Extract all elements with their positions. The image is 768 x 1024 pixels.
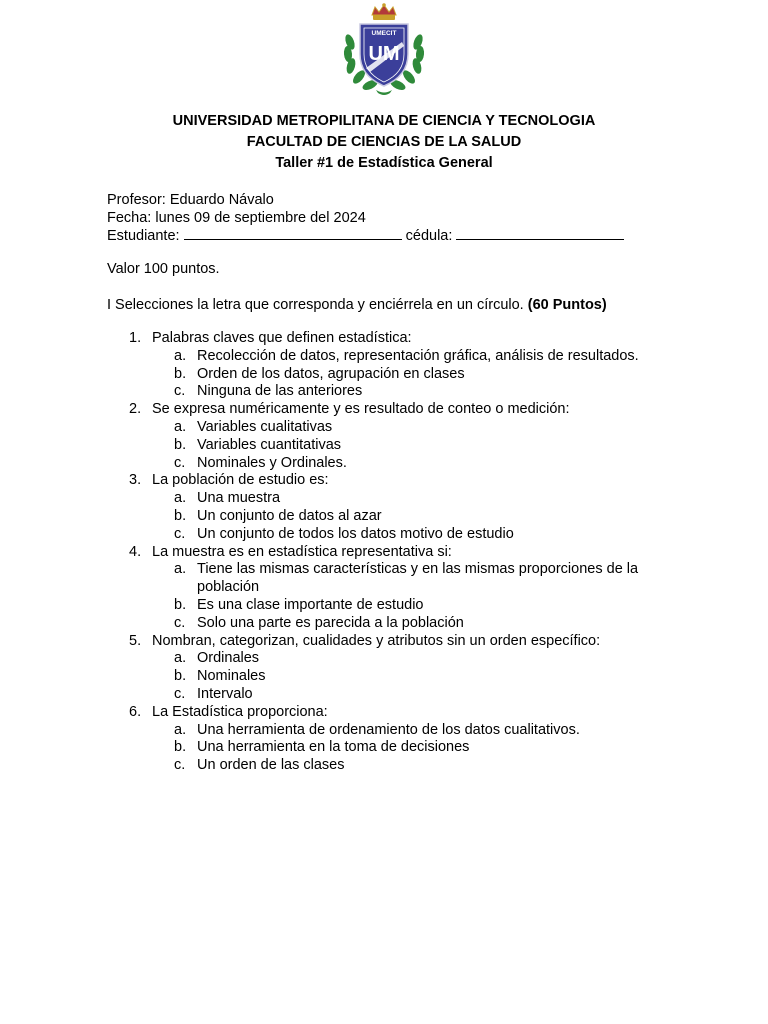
answer-option[interactable] [107,561,687,597]
university-name: UNIVERSIDAD METROPILITANA DE CIENCIA Y TECNOLOGIA [172,113,596,129]
question-item [107,330,687,401]
option-text: Intervalo [197,685,253,702]
option-text: Una herramienta de ordenamiento de los datos cualitativos. [197,721,580,738]
option-text: Un orden de las clases [197,757,345,774]
question-number: 2. [129,401,142,418]
question-text: Nombran, categorizan, cualidades y atributos sin un orden específico: [152,632,601,649]
question-item [107,633,687,704]
option-letter: b. [174,596,187,613]
answer-option[interactable] [107,668,687,686]
document-header [0,111,768,174]
question-number: 1. [129,330,142,346]
answer-option[interactable] [107,366,687,384]
university-logo [340,2,428,96]
total-points: Valor 100 puntos. [107,261,220,277]
instruction-points: (60 Puntos) [527,297,607,313]
student-info [107,191,624,245]
logo-text-top: UMECIT [371,30,397,37]
answer-option[interactable] [107,348,687,366]
professor-line: Profesor: Eduardo Návalo [107,192,274,208]
student-name-blank[interactable] [184,227,402,240]
answer-option[interactable] [107,615,687,633]
option-letter: b. [174,365,187,382]
answer-option[interactable] [107,686,687,704]
option-text: Recolección de datos, representación gráfica, análisis de resultados. [197,347,639,364]
option-text: Orden de los datos, agrupación en clases [197,365,465,382]
answer-option[interactable] [107,722,687,740]
id-label: cédula: [405,228,453,244]
answer-option[interactable] [107,383,687,401]
student-line [107,227,624,245]
answer-option[interactable] [107,437,687,455]
option-letter: c. [174,383,186,400]
question-item [107,472,687,543]
option-letter: a. [174,347,187,364]
option-text: Un conjunto de datos al azar [197,507,382,524]
option-letter: b. [174,668,187,685]
option-text: Ninguna de las anteriores [197,383,363,400]
question-text: Se expresa numéricamente y es resultado de conteo o medición: [152,401,570,418]
question-number: 4. [129,543,142,560]
workshop-title: Taller #1 de Estadística General [275,155,493,171]
crown-icon [372,3,396,20]
option-letter: a. [174,418,187,435]
option-letter: c. [174,525,186,542]
option-text: Un conjunto de todos los datos motivo de estudio [197,525,514,542]
option-text: Variables cualitativas [197,418,333,435]
answer-option[interactable] [107,597,687,615]
question-text: La población de estudio es: [152,472,329,489]
question-text: La Estadística proporciona: [152,703,328,720]
option-text: Tiene las mismas características y en las mismas proporciones de la población [197,561,639,596]
option-text: Solo una parte es parecida a la población [197,614,464,631]
answer-option[interactable] [107,650,687,668]
question-number: 5. [129,632,142,649]
section-instruction [107,296,607,314]
answer-option[interactable] [107,455,687,473]
option-text: Nominales y Ordinales. [197,454,347,471]
option-text: Es una clase importante de estudio [197,596,424,613]
question-item [107,704,687,775]
answer-option[interactable] [107,490,687,508]
question-number: 6. [129,703,142,720]
option-letter: b. [174,507,187,524]
id-number-blank[interactable] [456,227,624,240]
option-letter: a. [174,721,187,738]
question-item [107,401,687,472]
option-text: Una herramienta en la toma de decisiones [197,739,470,756]
option-letter: a. [174,650,187,667]
answer-option[interactable] [107,508,687,526]
question-text: Palabras claves que definen estadística: [152,330,412,346]
answer-option[interactable] [107,757,687,775]
question-number: 3. [129,472,142,489]
option-text: Nominales [197,668,266,685]
option-letter: a. [174,561,187,578]
option-letter: c. [174,685,186,702]
option-text: Variables cuantitativas [197,436,342,453]
question-list [107,330,687,775]
option-text: Una muestra [197,490,281,507]
option-letter: b. [174,436,187,453]
question-item [107,544,687,633]
instruction-text: I Selecciones la letra que corresponda y enciérrela en un círculo. [107,297,524,313]
answer-option[interactable] [107,419,687,437]
answer-option[interactable] [107,526,687,544]
option-letter: c. [174,757,186,774]
date-line: Fecha: lunes 09 de septiembre del 2024 [107,210,366,226]
student-label: Estudiante: [107,228,180,244]
logo-text-main: UM [368,43,400,65]
option-letter: b. [174,739,187,756]
option-text: Ordinales [197,650,260,667]
option-letter: c. [174,454,186,471]
answer-option[interactable] [107,739,687,757]
option-letter: c. [174,614,186,631]
faculty-name: FACULTAD DE CIENCIAS DE LA SALUD [246,134,522,150]
question-text: La muestra es en estadística representativa si: [152,543,452,560]
option-letter: a. [174,490,187,507]
